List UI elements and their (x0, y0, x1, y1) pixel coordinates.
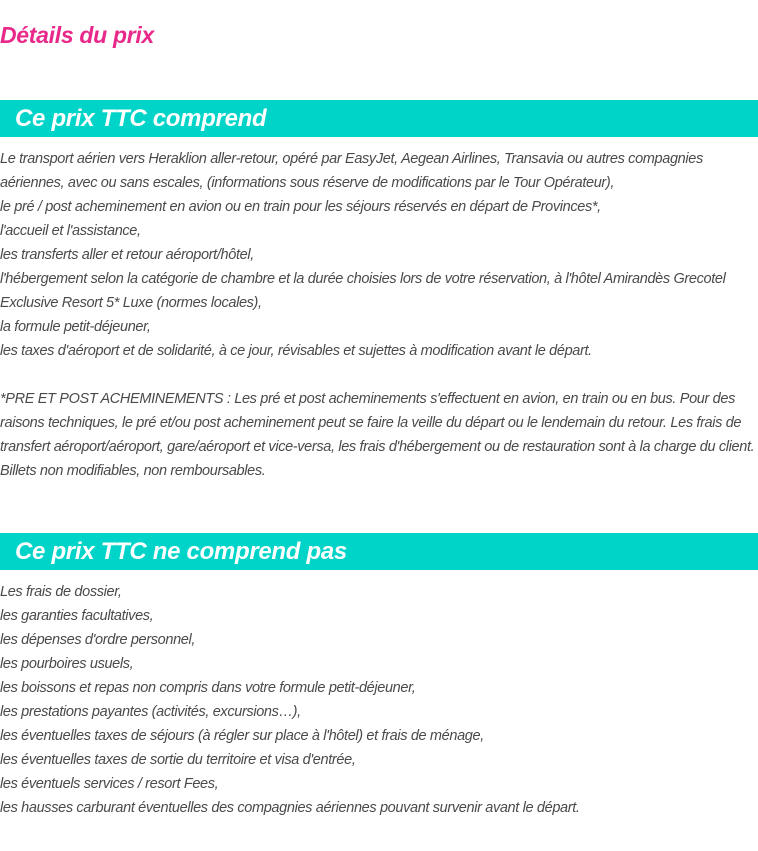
section-header-included (0, 100, 758, 137)
excluded-item: les garanties facultatives, (0, 608, 154, 624)
section-heading-excluded: Ce prix TTC ne comprend pas (15, 538, 347, 565)
included-item: l'accueil et l'assistance, (0, 223, 141, 239)
excluded-item: Les frais de dossier, (0, 584, 122, 600)
included-item: l'hébergement selon la catégorie de chambre et la durée choisies lors de votre réservation, à l'hôtel Amirandès Grecotel Exclusive Resort 5* Luxe (normes locales), (0, 271, 726, 311)
section-heading-included: Ce prix TTC comprend (15, 105, 267, 132)
included-list (0, 147, 758, 363)
included-item: les transferts aller et retour aéroport/hôtel, (0, 247, 254, 263)
section-header-excluded (0, 533, 758, 570)
excluded-item: les dépenses d'ordre personnel, (0, 632, 196, 648)
excluded-item: les hausses carburant éventuelles des compagnies aériennes pouvant survenir avant le départ. (0, 800, 580, 816)
included-item: le pré / post acheminement en avion ou en train pour les séjours réservés en départ de Provinces*, (0, 199, 601, 215)
excluded-item: les boissons et repas non compris dans votre formule petit-déjeuner, (0, 680, 416, 696)
included-item: Le transport aérien vers Heraklion aller-retour, opéré par EasyJet, Aegean Airlines, Transavia ou autres compagnies aériennes, avec ou sans escales, (informations sous réserve de modifications par le Tour Opérateur), (0, 151, 703, 191)
excluded-item: les éventuels services / resort Fees, (0, 776, 219, 792)
note-text: *PRE ET POST ACHEMINEMENTS : Les pré et post acheminements s'effectuent en avion, en train ou en bus. Pour des raisons techniques, le pré et/ou post acheminement peut se faire la veille du départ ou le lendemain du retour. Les frais de transfert aéroport/aéroport, gare/aéroport et vice-versa, les frais d'hébergement ou de restauration sont à la charge du client. Billets non modifiables, non remboursables. (0, 391, 755, 479)
excluded-item: les prestations payantes (activités, excursions…), (0, 704, 301, 720)
excluded-item: les éventuelles taxes de sortie du territoire et visa d'entrée, (0, 752, 356, 768)
excluded-item: les pourboires usuels, (0, 656, 134, 672)
included-item: la formule petit-déjeuner, (0, 319, 151, 335)
included-item: les taxes d'aéroport et de solidarité, à ce jour, révisables et sujettes à modification avant le départ. (0, 343, 592, 359)
excluded-list (0, 580, 758, 820)
excluded-item: les éventuelles taxes de séjours (à régler sur place à l'hôtel) et frais de ménage, (0, 728, 484, 744)
pre-post-acheminement-note (0, 387, 758, 483)
page-title: Détails du prix (0, 22, 154, 48)
